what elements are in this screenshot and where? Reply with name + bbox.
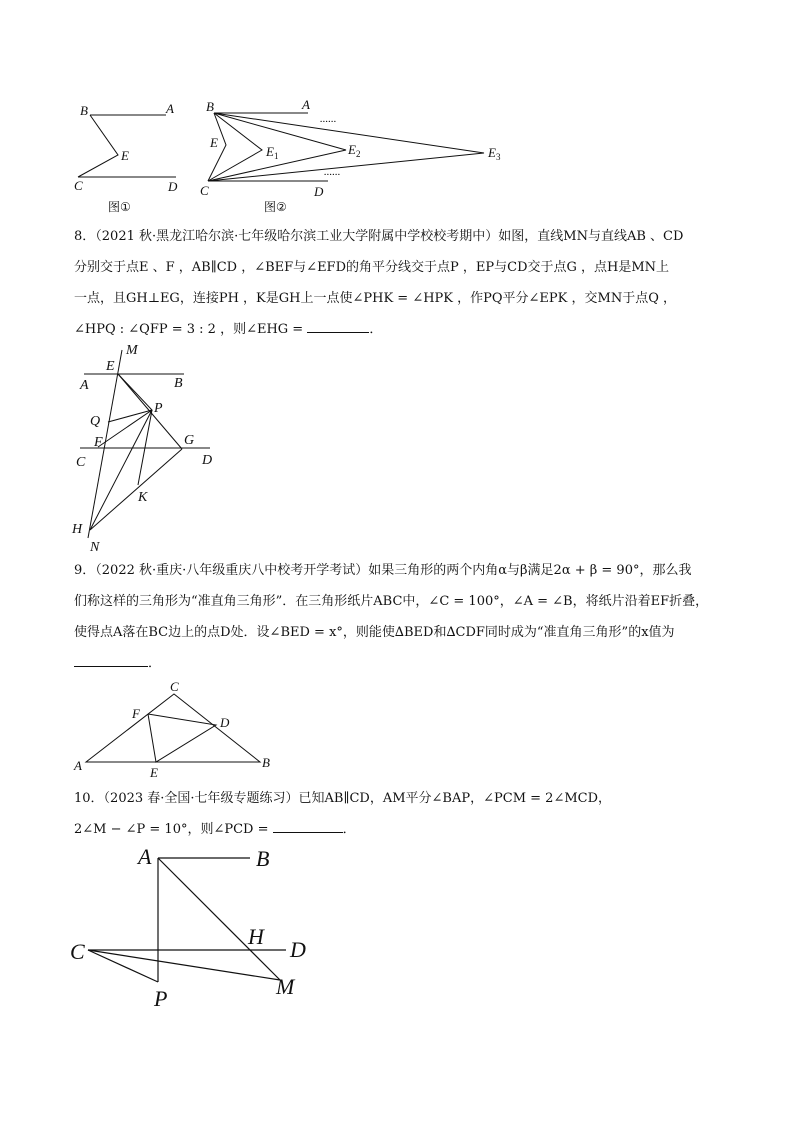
point-D-label: D: [202, 453, 213, 468]
point-A-label: A: [138, 844, 152, 869]
q9-line-4-end: ．: [148, 656, 162, 671]
figure-1-caption: 图①: [108, 200, 131, 214]
q9-answer-blank[interactable]: [74, 652, 148, 667]
point-E2-label: $E_2$: [348, 142, 361, 159]
point-D-label: D: [290, 937, 306, 962]
point-H-label: H: [248, 924, 264, 949]
point-E-label: E: [210, 135, 218, 150]
point-C-label: C: [70, 939, 85, 964]
q9-line-4: [74, 648, 724, 679]
point-Q-label: Q: [90, 414, 101, 429]
point-D-label: D: [168, 179, 178, 194]
point-M-label: M: [126, 343, 138, 358]
q8-line-4: [74, 314, 724, 345]
q9-line-2: 们称这样的三角形为“准直角三角形”．在三角形纸片ABC中，∠C = 100°，∠A = ∠B，将纸片沿着EF折叠，: [74, 594, 709, 609]
question-8: [74, 221, 724, 345]
q10-line-2: [74, 814, 724, 845]
point-D-label: D: [220, 715, 230, 730]
q8-line-3: 一点，且GH⊥EG，连接PH ，K是GH上一点使∠PHK = ∠HPK ，作PQ平分∠EPK ，交MN于点Q ，: [74, 291, 676, 306]
q9-line-1: 9．（2022 秋·重庆·八年级重庆八中校考开学考试）如果三角形的两个内角α与β满足2α + β = 90°，那么我: [74, 563, 692, 578]
q10-figure: [70, 842, 330, 1012]
figure-2: [196, 95, 516, 220]
dots-bottom: ......: [324, 166, 341, 178]
q9-figure: [72, 680, 282, 780]
point-B-label: B: [262, 755, 270, 770]
point-P-label: P: [154, 401, 163, 416]
figure-1: [70, 95, 190, 220]
point-B-label: B: [256, 846, 270, 871]
q8-line-4-text: ∠HPQ : ∠QFP = 3 : 2 ，则∠EHG =: [74, 322, 308, 337]
point-B-label: B: [80, 103, 88, 118]
dots-top: ......: [320, 113, 337, 125]
point-C-label: C: [74, 178, 83, 193]
q10-answer-blank[interactable]: [273, 818, 343, 833]
point-K-label: K: [138, 490, 148, 505]
q10-line-2-end: ．: [342, 822, 356, 837]
point-C-label: C: [76, 455, 86, 470]
point-D-label: D: [314, 184, 324, 199]
q10-line-1: 10．（2023 春·全国·七年级专题练习）已知AB∥CD，AM平分∠BAP，∠PCM = 2∠MCD，: [74, 791, 612, 806]
point-B-label: B: [174, 376, 183, 391]
point-C-label: C: [200, 183, 209, 198]
point-A-label: A: [80, 378, 89, 393]
q8-line-4-end: ．: [369, 322, 383, 337]
point-F-label: F: [132, 706, 140, 721]
point-C-label: C: [170, 679, 179, 694]
point-P-label: P: [154, 986, 168, 1011]
point-M-label: M: [276, 974, 295, 999]
q8-line-2: 分别交于点E 、F ，AB∥CD ，∠BEF与∠EFD的角平分线交于点P ，EP与CD交于点G ，点H是MN上: [74, 260, 670, 275]
question-10: [74, 783, 724, 845]
q10-line-2-text: 2∠M − ∠P = 10°，则∠PCD =: [74, 822, 273, 837]
q9-line-3: 使得点A落在BC边上的点D处．设∠BED = x°，则能使∆BED和∆CDF同时成为“准直角三角形”的x值为: [74, 625, 675, 640]
point-E-label: E: [106, 359, 115, 374]
point-A-label: A: [74, 758, 82, 773]
question-9: [74, 555, 724, 679]
point-E1-label: $E_1$: [266, 144, 279, 161]
point-E3-label: $E_3$: [488, 145, 501, 162]
point-A-label: A: [166, 101, 174, 116]
point-H-label: H: [72, 522, 83, 537]
point-F-label: F: [94, 435, 103, 450]
q8-answer-blank[interactable]: [307, 318, 369, 333]
q8-line-1: 8．（2021 秋·黑龙江哈尔滨·七年级哈尔滨工业大学附属中学校校考期中）如图，直线MN与直线AB 、CD: [74, 229, 684, 244]
figure-2-caption: 图②: [264, 200, 287, 214]
point-A-label: A: [302, 97, 310, 112]
point-B-label: B: [206, 99, 214, 114]
point-E-label: E: [150, 765, 158, 780]
point-N-label: N: [90, 540, 100, 555]
q8-figure: [72, 342, 232, 557]
point-E-label: E: [121, 148, 129, 163]
point-G-label: G: [184, 433, 195, 448]
